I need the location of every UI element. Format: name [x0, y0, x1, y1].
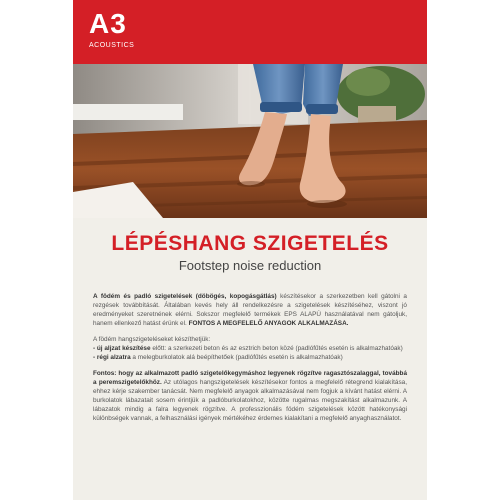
logo-subtitle: ACOUSTICS: [89, 42, 135, 49]
list-item-text: a melegburkolatok alá beépíthetőek (padlófűtés esetén is alkalmazhatóak): [130, 354, 343, 361]
list-item-lead: - régi alzatra: [93, 354, 131, 361]
a3-acoustics-logo: [89, 8, 149, 49]
list-item-lead: - új aljzat készítése: [93, 345, 151, 352]
paragraph-intro-lead: A födém és padló szigetelések (döbögés, kopogásgátlás): [93, 293, 277, 300]
page-subtitle: Footstep noise reduction: [178, 258, 322, 273]
paragraph-important-lead: Fontos: hogy az alkalmazott padló szigetelőkegymáshoz legyenek rögzítve ragasztószalaggal, továbbá a peremszigetelőkhöz.: [93, 370, 407, 386]
feet-on-floor-photo: [73, 64, 427, 218]
paragraph-intro: [93, 292, 407, 328]
list-item: [93, 353, 407, 362]
body-text: [93, 292, 407, 430]
options-list: [93, 344, 407, 362]
list-item: [93, 344, 407, 353]
paragraph-important-text: Az utólagos hangszigetelések készítésekor fontos a megfelelő rétegrend kialakítása, ehhez kérje szakember tanácsát. Nem megfelelő anyagok alkalmazásával nem fogjuk a kívánt hatást elérni. A burkolatok lábazatait sosem érintjük a padlóburkolatokhoz, közötte rugalmas megszakítást alkalmazunk. A lábazatok mindig a falra legyenek rögzítve. A professzionális födém szigetelések között hatékonysági különbségek vannak, a felhasználási igények mértékéhez érdemes kialakítani a megfelelő anyaghasználatot.: [93, 379, 407, 422]
list-item-text: előtt: a szerkezeti beton és az esztrich beton közé (padlófűtés esetén is alkalmazhatóak): [150, 345, 403, 352]
paragraph-important: [93, 369, 407, 423]
brand-header: [73, 0, 427, 64]
logo-mark: A3: [89, 8, 127, 39]
document-page: [73, 0, 427, 500]
paragraph-intro-text: készítésekor a szerkezetben kell gátolni a rezgések továbbítását. Általában kevés hely áll rendelkezésre a szigetelések készítéséhez, viszont jó eredményeket szeretnének elérni. Sokszor megfelelő termékek EPS ALAPÚ használatával nem gátoljuk, hanem ellenkező hatást érünk el.: [93, 293, 407, 327]
paragraph-options-intro: A födém hangszigeteléseket készíthetjük:: [93, 336, 211, 343]
paragraph-intro-emphasis: FONTOS A MEGFELELŐ ANYAGOK ALKALMAZÁSA.: [188, 320, 349, 327]
page-title: LÉPÉSHANG SZIGETELÉS: [111, 232, 389, 255]
